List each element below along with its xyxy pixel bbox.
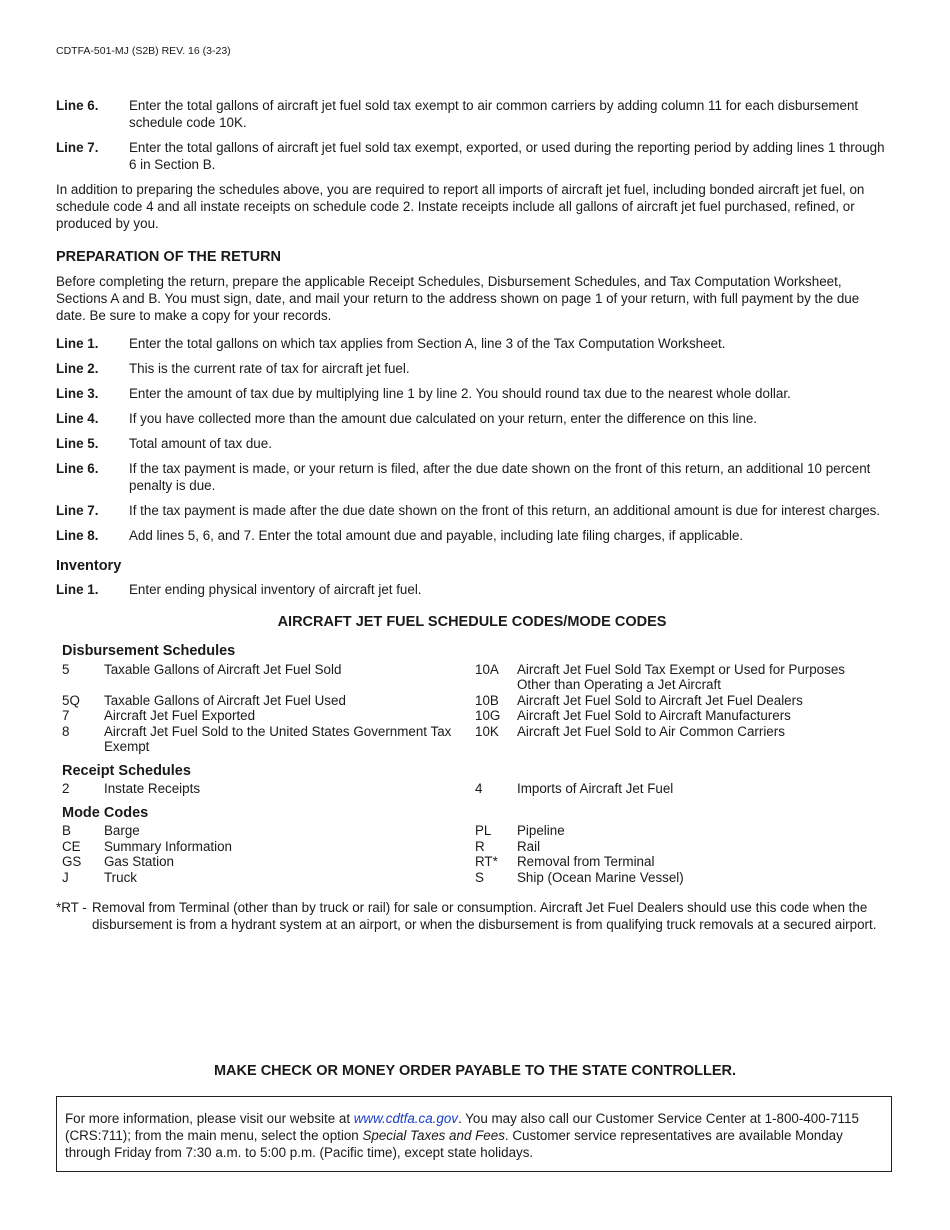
prep-line-1 — [56, 335, 888, 352]
line-label: Line 4. — [56, 411, 99, 426]
prep-line-2 — [56, 360, 888, 377]
code-desc: Gas Station — [104, 854, 174, 869]
website-link[interactable]: www.cdtfa.ca.gov — [353, 1111, 458, 1126]
code-desc: Barge — [104, 823, 140, 838]
line-text: Total amount of tax due. — [129, 436, 272, 451]
info-text: . You may also call our Customer Service Center at 1-800-400-7115 (CRS:711); from the main menu, select the option — [65, 1111, 859, 1143]
footnote-mark: *RT - — [56, 900, 87, 915]
info-box — [56, 1096, 892, 1172]
inventory-line-1 — [56, 581, 888, 598]
prep-line-7 — [56, 502, 888, 519]
code: 4 — [475, 781, 483, 796]
codes-table — [62, 644, 888, 885]
code-row — [62, 781, 888, 797]
info-text: For more information, please visit our website at — [65, 1111, 354, 1126]
line-label: Line 1. — [56, 582, 99, 597]
code: 5Q — [62, 692, 80, 708]
code-row — [62, 854, 888, 870]
code: RT* — [475, 854, 498, 869]
line-text: This is the current rate of tax for aircraft jet fuel. — [129, 361, 410, 376]
line-label: Line 3. — [56, 386, 99, 401]
inventory-heading: Inventory — [56, 558, 122, 574]
codes-title: AIRCRAFT JET FUEL SCHEDULE CODES/MODE CODES — [277, 614, 667, 630]
prep-line-6 — [56, 460, 888, 494]
imports-paragraph: In addition to preparing the schedules above, you are required to report all imports of aircraft jet fuel, including bonded aircraft jet fuel, on schedule code 4 and all instate receipts on schedule code 2. Instate receipts include all gallons of aircraft jet fuel purchased, refined, or produced by you. — [56, 182, 865, 231]
code: J — [62, 869, 69, 885]
code-desc: Summary Information — [104, 838, 232, 854]
code: 10A — [475, 661, 499, 677]
code-desc: Pipeline — [517, 823, 565, 838]
line-text: If you have collected more than the amount due calculated on your return, enter the difference on this line. — [129, 411, 758, 426]
code-desc: Aircraft Jet Fuel Sold to the United States Government Tax Exempt — [104, 723, 452, 754]
code-desc: Imports of Aircraft Jet Fuel — [517, 781, 674, 796]
code: 10B — [475, 692, 499, 708]
code: 2 — [62, 781, 70, 796]
code: B — [62, 823, 71, 838]
code-desc: Ship (Ocean Marine Vessel) — [517, 869, 684, 885]
code: R — [475, 838, 485, 854]
code-row — [62, 662, 888, 693]
disbursement-schedules — [62, 644, 888, 755]
code: 10K — [475, 723, 499, 739]
line-label: Line 7. — [56, 503, 99, 518]
receipt-schedules — [62, 764, 888, 797]
line-text: Add lines 5, 6, and 7. Enter the total amount due and payable, including late filing charges, if applicable. — [129, 528, 744, 543]
line-text: Enter the total gallons of aircraft jet fuel sold tax exempt, exported, or used during the reporting period by adding lines 1 through 6 in Section B. — [129, 140, 885, 172]
prep-line-3 — [56, 385, 888, 402]
code-desc: Aircraft Jet Fuel Exported — [104, 708, 256, 723]
disbursement-heading: Disbursement Schedules — [62, 643, 236, 659]
line-text: If the tax payment is made after the due date shown on the front of this return, an additional amount is due for interest charges. — [129, 503, 881, 518]
line-text: Enter the total gallons of aircraft jet fuel sold tax exempt to air common carriers by adding column 11 for each disbursement schedule code 10K. — [129, 98, 859, 130]
code-desc: Instate Receipts — [104, 781, 201, 796]
line-label: Line 2. — [56, 361, 99, 376]
code-row — [62, 839, 888, 855]
code-desc: Aircraft Jet Fuel Sold Tax Exempt or Used for Purposes Other than Operating a Jet Aircraft — [517, 661, 845, 692]
line-text: Enter the amount of tax due by multiplying line 1 by line 2. You should round tax due to the nearest whole dollar. — [129, 386, 791, 401]
line-label: Line 1. — [56, 336, 99, 351]
line-text: Enter the total gallons on which tax applies from Section A, line 3 of the Tax Computation Worksheet. — [129, 336, 726, 351]
info-text: . Customer service representatives are available Monday through Friday from 7:30 a.m. to 5:00 p.m. (Pacific time), except state holidays. — [65, 1128, 843, 1160]
code: S — [475, 869, 484, 885]
code: 10G — [475, 708, 501, 723]
code-row — [62, 870, 888, 886]
line-text: Enter ending physical inventory of aircraft jet fuel. — [129, 582, 422, 597]
section-b-line-6 — [56, 97, 888, 131]
code-desc: Aircraft Jet Fuel Sold to Aircraft Jet Fuel Dealers — [517, 692, 803, 708]
prep-line-4 — [56, 410, 888, 427]
receipt-heading: Receipt Schedules — [62, 762, 191, 779]
instructions-content — [56, 97, 888, 933]
code: 5 — [62, 661, 70, 677]
mode-heading: Mode Codes — [62, 804, 149, 821]
code-row — [62, 693, 888, 709]
section-b-line-7 — [56, 139, 888, 173]
code-row — [62, 823, 888, 839]
line-label: Line 5. — [56, 436, 99, 451]
line-label: Line 6. — [56, 461, 99, 476]
footnote-text: Removal from Terminal (other than by truck or rail) for sale or consumption. Aircraft Jet Fuel Dealers should use this code when the disbursement is from a hydrant system at an airport, or when the disbursement is from qualifying truck removals at a secured airport. — [92, 900, 877, 932]
line-label: Line 7. — [56, 140, 99, 155]
code-desc: Taxable Gallons of Aircraft Jet Fuel Used — [104, 692, 346, 708]
code-desc: Aircraft Jet Fuel Sold to Air Common Carriers — [517, 723, 785, 739]
prep-line-5 — [56, 435, 888, 452]
line-text: If the tax payment is made, or your return is filed, after the due date shown on the front of this return, an additional 10 percent penalty is due. — [129, 461, 871, 493]
code: 8 — [62, 723, 70, 739]
code: GS — [62, 854, 82, 869]
code-desc: Aircraft Jet Fuel Sold to Aircraft Manufacturers — [517, 708, 791, 723]
code-desc: Truck — [104, 869, 137, 885]
preparation-heading: PREPARATION OF THE RETURN — [56, 249, 282, 265]
code-desc: Removal from Terminal — [517, 854, 655, 869]
code: CE — [62, 838, 81, 854]
mode-codes — [62, 806, 888, 886]
line-label: Line 8. — [56, 528, 99, 543]
code-row — [62, 708, 888, 724]
preparation-intro: Before completing the return, prepare the applicable Receipt Schedules, Disbursement Schedules, and Tax Computation Worksheet, Sections A and B. You must sign, date, and mail your return to the address shown on page 1 of your return, with full payment by the due date. Be sure to make a copy for your records. — [56, 274, 860, 323]
payable-notice: MAKE CHECK OR MONEY ORDER PAYABLE TO THE STATE CONTROLLER. — [213, 1063, 737, 1079]
line-label: Line 6. — [56, 98, 99, 113]
code-row — [62, 724, 888, 755]
prep-line-8 — [56, 527, 888, 544]
menu-option: Special Taxes and Fees — [362, 1128, 505, 1143]
form-id: CDTFA-501-MJ (S2B) REV. 16 (3-23) — [56, 45, 231, 57]
code-desc: Rail — [517, 838, 541, 854]
code: PL — [475, 823, 492, 838]
code-desc: Taxable Gallons of Aircraft Jet Fuel Sold — [104, 661, 342, 677]
code: 7 — [62, 708, 70, 723]
rt-footnote — [56, 899, 888, 933]
